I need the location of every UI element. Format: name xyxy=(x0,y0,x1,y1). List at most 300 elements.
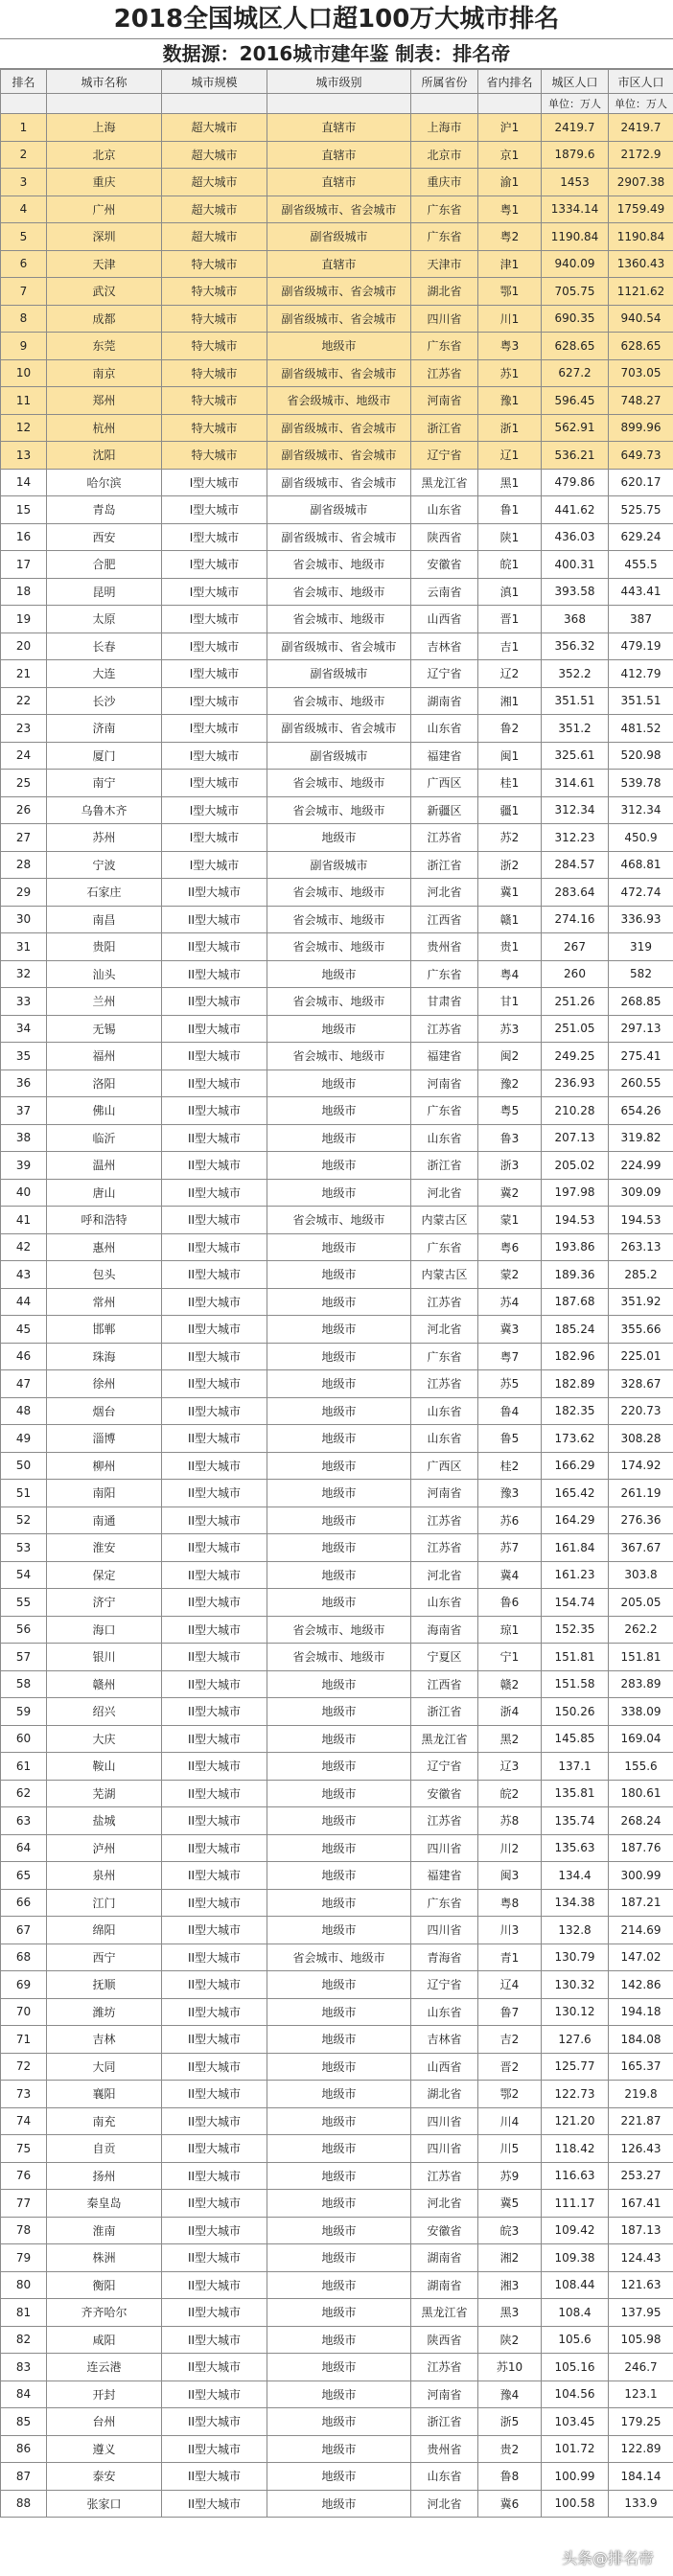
district-pop-cell: 2172.9 xyxy=(609,141,673,169)
urban-pop-cell: 356.32 xyxy=(542,632,609,660)
city-name-cell: 淄博 xyxy=(47,1425,162,1453)
level-cell: 地级市 xyxy=(267,1862,411,1890)
district-pop-cell: 748.27 xyxy=(609,387,673,415)
scale-cell: II型大城市 xyxy=(162,1397,267,1425)
urban-pop-cell: 940.09 xyxy=(542,250,609,278)
rank-cell: 35 xyxy=(1,1043,47,1070)
table-row xyxy=(1,1780,673,1807)
district-pop-cell: 412.79 xyxy=(609,660,673,688)
level-cell: 省会城市、地级市 xyxy=(267,578,411,606)
district-pop-cell: 179.25 xyxy=(609,2408,673,2436)
urban-pop-cell: 210.28 xyxy=(542,1097,609,1125)
rank-cell: 18 xyxy=(1,578,47,606)
scale-cell: II型大城市 xyxy=(162,1506,267,1534)
urban-pop-cell: 284.57 xyxy=(542,851,609,879)
district-pop-cell: 450.9 xyxy=(609,824,673,852)
district-pop-cell: 180.61 xyxy=(609,1780,673,1807)
city-name-cell: 南昌 xyxy=(47,906,162,933)
table-row xyxy=(1,933,673,961)
table-row xyxy=(1,1616,673,1644)
prov-rank-cell: 贵2 xyxy=(478,2435,542,2463)
urban-pop-cell: 260 xyxy=(542,960,609,988)
rank-cell: 43 xyxy=(1,1261,47,1289)
table-row xyxy=(1,1917,673,1944)
table-row xyxy=(1,387,673,415)
level-cell: 副省级城市 xyxy=(267,660,411,688)
scale-cell: I型大城市 xyxy=(162,606,267,633)
prov-rank-cell: 琼1 xyxy=(478,1616,542,1644)
level-cell: 地级市 xyxy=(267,1261,411,1289)
table-row xyxy=(1,2217,673,2244)
rank-cell: 41 xyxy=(1,1207,47,1234)
table-row xyxy=(1,1534,673,1562)
level-cell: 省会城市、地级市 xyxy=(267,1207,411,1234)
city-name-cell: 唐山 xyxy=(47,1179,162,1207)
scale-cell: II型大城市 xyxy=(162,879,267,907)
scale-cell: II型大城市 xyxy=(162,2326,267,2354)
prov-rank-cell: 豫1 xyxy=(478,387,542,415)
level-cell: 地级市 xyxy=(267,2354,411,2381)
district-pop-cell: 214.69 xyxy=(609,1917,673,1944)
urban-pop-cell: 627.2 xyxy=(542,359,609,387)
urban-pop-cell: 207.13 xyxy=(542,1124,609,1152)
prov-rank-cell: 鲁1 xyxy=(478,496,542,524)
rank-cell: 20 xyxy=(1,632,47,660)
province-cell: 广东省 xyxy=(411,196,478,223)
urban-pop-cell: 151.58 xyxy=(542,1670,609,1698)
city-name-cell: 南通 xyxy=(47,1506,162,1534)
prov-rank-cell: 闽2 xyxy=(478,1043,542,1070)
district-pop-cell: 649.73 xyxy=(609,442,673,470)
rank-cell: 71 xyxy=(1,2026,47,2054)
district-pop-cell: 219.8 xyxy=(609,2081,673,2108)
scale-cell: II型大城市 xyxy=(162,2217,267,2244)
prov-rank-cell: 鲁4 xyxy=(478,1397,542,1425)
province-cell: 天津市 xyxy=(411,250,478,278)
prov-rank-cell: 青1 xyxy=(478,1944,542,1971)
prov-rank-cell: 滇1 xyxy=(478,578,542,606)
urban-pop-cell: 108.44 xyxy=(542,2271,609,2299)
urban-pop-cell: 197.98 xyxy=(542,1179,609,1207)
scale-cell: II型大城市 xyxy=(162,1725,267,1753)
scale-cell: II型大城市 xyxy=(162,2190,267,2218)
city-name-cell: 西安 xyxy=(47,523,162,551)
rank-cell: 58 xyxy=(1,1670,47,1698)
prov-rank-cell: 贵1 xyxy=(478,933,542,961)
city-name-cell: 徐州 xyxy=(47,1370,162,1398)
urban-pop-cell: 109.42 xyxy=(542,2217,609,2244)
province-cell: 浙江省 xyxy=(411,414,478,442)
district-pop-cell: 263.13 xyxy=(609,1233,673,1261)
table-row xyxy=(1,2244,673,2272)
table-row xyxy=(1,2190,673,2218)
rank-cell: 74 xyxy=(1,2107,47,2135)
level-cell: 地级市 xyxy=(267,824,411,852)
scale-cell: II型大城市 xyxy=(162,2081,267,2108)
rank-cell: 55 xyxy=(1,1589,47,1617)
city-name-cell: 无锡 xyxy=(47,1015,162,1043)
rank-cell: 6 xyxy=(1,250,47,278)
urban-pop-cell: 1879.6 xyxy=(542,141,609,169)
rank-cell: 86 xyxy=(1,2435,47,2463)
rank-cell: 70 xyxy=(1,1998,47,2026)
province-cell: 山东省 xyxy=(411,1124,478,1152)
rank-cell: 50 xyxy=(1,1452,47,1480)
district-pop-cell: 142.86 xyxy=(609,1971,673,1999)
province-cell: 广东省 xyxy=(411,960,478,988)
prov-rank-cell: 黑3 xyxy=(478,2299,542,2327)
table-row xyxy=(1,442,673,470)
table-row xyxy=(1,278,673,306)
district-pop-cell: 194.18 xyxy=(609,1998,673,2026)
urban-pop-cell: 105.16 xyxy=(542,2354,609,2381)
rank-cell: 3 xyxy=(1,169,47,196)
province-cell: 浙江省 xyxy=(411,1698,478,1726)
urban-pop-cell: 104.56 xyxy=(542,2380,609,2408)
urban-pop-cell: 182.89 xyxy=(542,1370,609,1398)
district-pop-cell: 355.66 xyxy=(609,1316,673,1344)
prov-rank-cell: 豫4 xyxy=(478,2380,542,2408)
province-cell: 山西省 xyxy=(411,2053,478,2081)
province-cell: 内蒙古区 xyxy=(411,1207,478,1234)
district-pop-cell: 303.8 xyxy=(609,1561,673,1589)
rank-cell: 78 xyxy=(1,2217,47,2244)
city-name-cell: 江门 xyxy=(47,1889,162,1917)
urban-pop-cell: 109.38 xyxy=(542,2244,609,2272)
table-row xyxy=(1,2463,673,2491)
city-name-cell: 武汉 xyxy=(47,278,162,306)
province-cell: 甘肃省 xyxy=(411,988,478,1016)
urban-pop-cell: 164.29 xyxy=(542,1506,609,1534)
prov-rank-cell: 冀5 xyxy=(478,2190,542,2218)
table-row xyxy=(1,1233,673,1261)
level-cell: 地级市 xyxy=(267,333,411,360)
city-name-cell: 烟台 xyxy=(47,1397,162,1425)
table-row xyxy=(1,2380,673,2408)
scale-cell: II型大城市 xyxy=(162,1753,267,1781)
urban-pop-cell: 182.96 xyxy=(542,1343,609,1370)
prov-rank-cell: 闽1 xyxy=(478,742,542,770)
rank-cell: 42 xyxy=(1,1233,47,1261)
city-name-cell: 泰安 xyxy=(47,2463,162,2491)
city-name-cell: 南京 xyxy=(47,359,162,387)
district-pop-cell: 468.81 xyxy=(609,851,673,879)
rank-cell: 46 xyxy=(1,1343,47,1370)
province-cell: 山西省 xyxy=(411,606,478,633)
province-cell: 湖南省 xyxy=(411,2244,478,2272)
scale-cell: 超大城市 xyxy=(162,196,267,223)
city-name-cell: 绍兴 xyxy=(47,1698,162,1726)
table-row xyxy=(1,359,673,387)
province-cell: 河北省 xyxy=(411,1179,478,1207)
level-cell: 地级市 xyxy=(267,1152,411,1180)
scale-cell: II型大城市 xyxy=(162,1179,267,1207)
level-cell: 副省级城市、省会城市 xyxy=(267,278,411,306)
urban-pop-cell: 130.32 xyxy=(542,1971,609,1999)
rank-cell: 31 xyxy=(1,933,47,961)
province-cell: 福建省 xyxy=(411,1862,478,1890)
rank-cell: 36 xyxy=(1,1070,47,1097)
scale-cell: II型大城市 xyxy=(162,2408,267,2436)
scale-cell: II型大城市 xyxy=(162,1452,267,1480)
level-cell: 地级市 xyxy=(267,1753,411,1781)
scale-cell: I型大城市 xyxy=(162,469,267,496)
province-cell: 浙江省 xyxy=(411,1152,478,1180)
district-pop-cell: 137.95 xyxy=(609,2299,673,2327)
city-name-cell: 呼和浩特 xyxy=(47,1207,162,1234)
urban-pop-cell: 351.2 xyxy=(542,715,609,743)
province-cell: 海南省 xyxy=(411,1616,478,1644)
province-cell: 山东省 xyxy=(411,1998,478,2026)
prov-rank-cell: 苏1 xyxy=(478,359,542,387)
scale-cell: I型大城市 xyxy=(162,523,267,551)
rank-cell: 84 xyxy=(1,2380,47,2408)
district-pop-cell: 367.67 xyxy=(609,1534,673,1562)
prov-rank-cell: 川5 xyxy=(478,2135,542,2163)
level-cell: 地级市 xyxy=(267,1971,411,1999)
urban-pop-cell: 249.25 xyxy=(542,1043,609,1070)
city-name-cell: 兰州 xyxy=(47,988,162,1016)
table-row xyxy=(1,2299,673,2327)
urban-pop-cell: 100.99 xyxy=(542,2463,609,2491)
table-row xyxy=(1,1998,673,2026)
col-province-header: 所属省份 xyxy=(411,70,478,94)
scale-cell: 超大城市 xyxy=(162,169,267,196)
table-row xyxy=(1,2162,673,2190)
district-pop-cell: 187.21 xyxy=(609,1889,673,1917)
rank-cell: 26 xyxy=(1,796,47,824)
col-scale-header: 城市规模 xyxy=(162,70,267,94)
scale-cell: I型大城市 xyxy=(162,742,267,770)
level-cell: 副省级城市、省会城市 xyxy=(267,469,411,496)
level-cell: 省会城市、地级市 xyxy=(267,551,411,579)
level-cell: 地级市 xyxy=(267,2380,411,2408)
urban-pop-cell: 536.21 xyxy=(542,442,609,470)
table-row xyxy=(1,1043,673,1070)
urban-pop-cell: 154.74 xyxy=(542,1589,609,1617)
scale-cell: 超大城市 xyxy=(162,141,267,169)
prov-rank-cell: 浙5 xyxy=(478,2408,542,2436)
province-cell: 河北省 xyxy=(411,2190,478,2218)
scale-cell: II型大城市 xyxy=(162,1616,267,1644)
province-cell: 广东省 xyxy=(411,333,478,360)
level-cell: 地级市 xyxy=(267,1889,411,1917)
table-row xyxy=(1,1124,673,1152)
district-pop-cell: 262.2 xyxy=(609,1616,673,1644)
table-row xyxy=(1,1480,673,1507)
district-pop-unit: 单位：万人 xyxy=(609,94,673,114)
rank-cell: 30 xyxy=(1,906,47,933)
urban-pop-cell: 312.34 xyxy=(542,796,609,824)
province-cell: 江苏省 xyxy=(411,824,478,852)
level-cell: 副省级城市 xyxy=(267,851,411,879)
prov-rank-cell: 冀4 xyxy=(478,1561,542,1589)
urban-pop-cell: 2419.7 xyxy=(542,114,609,142)
urban-pop-cell: 122.73 xyxy=(542,2081,609,2108)
province-cell: 新疆区 xyxy=(411,796,478,824)
prov-rank-cell: 鄂1 xyxy=(478,278,542,306)
table-row xyxy=(1,1070,673,1097)
province-cell: 山东省 xyxy=(411,496,478,524)
col-urban-pop-header: 城区人口 xyxy=(542,70,609,94)
district-pop-cell: 940.54 xyxy=(609,305,673,333)
city-name-cell: 吉林 xyxy=(47,2026,162,2054)
urban-pop-cell: 251.26 xyxy=(542,988,609,1016)
district-pop-cell: 300.99 xyxy=(609,1862,673,1890)
level-cell: 地级市 xyxy=(267,2299,411,2327)
province-cell: 山东省 xyxy=(411,715,478,743)
city-name-cell: 长春 xyxy=(47,632,162,660)
city-name-cell: 天津 xyxy=(47,250,162,278)
province-cell: 山东省 xyxy=(411,1397,478,1425)
district-pop-cell: 520.98 xyxy=(609,742,673,770)
province-cell: 湖南省 xyxy=(411,2271,478,2299)
prov-rank-cell: 桂2 xyxy=(478,1452,542,1480)
table-row xyxy=(1,1015,673,1043)
scale-cell: I型大城市 xyxy=(162,824,267,852)
district-pop-cell: 187.13 xyxy=(609,2217,673,2244)
city-name-cell: 太原 xyxy=(47,606,162,633)
prov-rank-cell: 冀1 xyxy=(478,879,542,907)
level-cell: 地级市 xyxy=(267,1097,411,1125)
level-cell: 地级市 xyxy=(267,2190,411,2218)
level-cell: 地级市 xyxy=(267,1480,411,1507)
district-pop-cell: 2907.38 xyxy=(609,169,673,196)
level-cell: 副省级城市、省会城市 xyxy=(267,414,411,442)
prov-rank-cell: 川3 xyxy=(478,1917,542,1944)
prov-rank-cell: 粤8 xyxy=(478,1889,542,1917)
scale-cell: II型大城市 xyxy=(162,1480,267,1507)
rank-cell: 16 xyxy=(1,523,47,551)
prov-rank-cell: 苏6 xyxy=(478,1506,542,1534)
city-name-cell: 长沙 xyxy=(47,687,162,715)
rank-cell: 9 xyxy=(1,333,47,360)
scale-cell: II型大城市 xyxy=(162,1834,267,1862)
province-cell: 江苏省 xyxy=(411,2354,478,2381)
level-cell: 省会城市、地级市 xyxy=(267,1043,411,1070)
urban-pop-cell: 251.05 xyxy=(542,1015,609,1043)
rank-cell: 4 xyxy=(1,196,47,223)
scale-cell: II型大城市 xyxy=(162,2299,267,2327)
province-cell: 四川省 xyxy=(411,2135,478,2163)
scale-cell: II型大城市 xyxy=(162,1261,267,1289)
city-name-cell: 泸州 xyxy=(47,1834,162,1862)
table-row xyxy=(1,1889,673,1917)
district-pop-cell: 455.5 xyxy=(609,551,673,579)
table-row xyxy=(1,223,673,251)
level-cell: 直辖市 xyxy=(267,114,411,142)
district-pop-cell: 654.26 xyxy=(609,1097,673,1125)
city-name-cell: 赣州 xyxy=(47,1670,162,1698)
urban-pop-cell: 628.65 xyxy=(542,333,609,360)
table-row xyxy=(1,1561,673,1589)
city-name-cell: 遵义 xyxy=(47,2435,162,2463)
urban-pop-cell: 130.79 xyxy=(542,1944,609,1971)
prov-rank-cell: 粤7 xyxy=(478,1343,542,1370)
table-row xyxy=(1,2271,673,2299)
city-name-cell: 深圳 xyxy=(47,223,162,251)
district-pop-cell: 351.51 xyxy=(609,687,673,715)
urban-pop-cell: 100.58 xyxy=(542,2490,609,2518)
district-pop-cell: 184.14 xyxy=(609,2463,673,2491)
table-row xyxy=(1,1179,673,1207)
urban-pop-cell: 105.6 xyxy=(542,2326,609,2354)
district-pop-cell: 205.05 xyxy=(609,1589,673,1617)
scale-cell: II型大城市 xyxy=(162,1288,267,1316)
scale-cell: II型大城市 xyxy=(162,1370,267,1398)
table-row xyxy=(1,2135,673,2163)
province-cell: 湖南省 xyxy=(411,687,478,715)
city-name-cell: 济宁 xyxy=(47,1589,162,1617)
urban-pop-cell: 274.16 xyxy=(542,906,609,933)
city-name-cell: 自贡 xyxy=(47,2135,162,2163)
urban-pop-cell: 596.45 xyxy=(542,387,609,415)
province-cell: 内蒙古区 xyxy=(411,1261,478,1289)
province-cell: 广西区 xyxy=(411,1452,478,1480)
district-pop-cell: 582 xyxy=(609,960,673,988)
city-name-cell: 宁波 xyxy=(47,851,162,879)
district-pop-cell: 246.7 xyxy=(609,2354,673,2381)
scale-cell: II型大城市 xyxy=(162,1343,267,1370)
scale-cell: II型大城市 xyxy=(162,1670,267,1698)
prov-rank-cell: 陕2 xyxy=(478,2326,542,2354)
level-cell: 省会城市、地级市 xyxy=(267,988,411,1016)
district-pop-cell: 703.05 xyxy=(609,359,673,387)
urban-pop-cell: 441.62 xyxy=(542,496,609,524)
rank-cell: 37 xyxy=(1,1097,47,1125)
rank-cell: 51 xyxy=(1,1480,47,1507)
level-cell: 省会城市、地级市 xyxy=(267,906,411,933)
prov-rank-cell: 皖1 xyxy=(478,551,542,579)
level-cell: 地级市 xyxy=(267,2162,411,2190)
city-name-cell: 常州 xyxy=(47,1288,162,1316)
scale-cell: II型大城市 xyxy=(162,2463,267,2491)
level-cell: 地级市 xyxy=(267,2217,411,2244)
level-cell: 省会城市、地级市 xyxy=(267,770,411,797)
level-cell: 地级市 xyxy=(267,1917,411,1944)
urban-pop-cell: 187.68 xyxy=(542,1288,609,1316)
district-pop-cell: 268.24 xyxy=(609,1807,673,1835)
prov-rank-cell: 渝1 xyxy=(478,169,542,196)
city-name-cell: 衡阳 xyxy=(47,2271,162,2299)
urban-pop-cell: 166.29 xyxy=(542,1452,609,1480)
province-cell: 河北省 xyxy=(411,1561,478,1589)
urban-pop-cell: 134.4 xyxy=(542,1862,609,1890)
urban-pop-cell: 173.62 xyxy=(542,1425,609,1453)
urban-pop-cell: 189.36 xyxy=(542,1261,609,1289)
prov-rank-cell: 冀3 xyxy=(478,1316,542,1344)
district-pop-cell: 194.53 xyxy=(609,1207,673,1234)
urban-pop-cell: 368 xyxy=(542,606,609,633)
table-row xyxy=(1,2354,673,2381)
rank-cell: 47 xyxy=(1,1370,47,1398)
scale-cell: II型大城市 xyxy=(162,1070,267,1097)
urban-pop-cell: 705.75 xyxy=(542,278,609,306)
col-level-header: 城市级别 xyxy=(267,70,411,94)
urban-pop-cell: 562.91 xyxy=(542,414,609,442)
province-cell: 贵州省 xyxy=(411,2435,478,2463)
table-row xyxy=(1,2326,673,2354)
level-cell: 地级市 xyxy=(267,1834,411,1862)
district-pop-cell: 105.98 xyxy=(609,2326,673,2354)
table-row xyxy=(1,1343,673,1370)
rank-cell: 23 xyxy=(1,715,47,743)
city-name-cell: 张家口 xyxy=(47,2490,162,2518)
district-pop-cell: 253.27 xyxy=(609,2162,673,2190)
scale-cell: II型大城市 xyxy=(162,1644,267,1671)
col-rank-header: 排名 xyxy=(1,70,47,94)
city-name-cell: 南宁 xyxy=(47,770,162,797)
